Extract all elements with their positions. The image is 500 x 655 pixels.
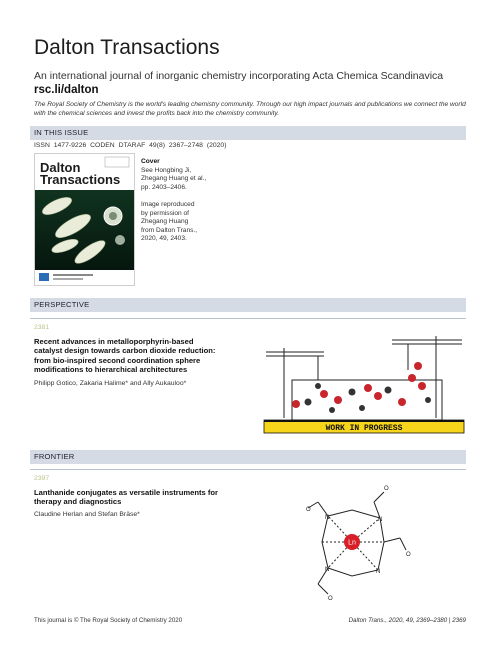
- in-this-issue-header: [30, 126, 466, 140]
- article-title[interactable]: [34, 337, 215, 375]
- cover-caption-line: by permission of: [141, 209, 190, 217]
- perspective-figure: [262, 330, 466, 434]
- cover-caption-line: Image reproduced: [141, 200, 195, 208]
- cover-caption-line: Zhegang Huang et al.,: [141, 175, 207, 183]
- article-title[interactable]: [34, 488, 218, 507]
- svg-text:N: N: [325, 515, 330, 521]
- in-this-issue-label: IN THIS ISSUE: [34, 128, 89, 137]
- article-title-line: modifications to hierarchical architectures: [34, 365, 188, 375]
- svg-text:N: N: [378, 517, 383, 523]
- cover-caption: [141, 158, 206, 244]
- section-divider: [30, 469, 466, 470]
- article-title-line: Recent advances in metalloporphyrin-based: [34, 337, 194, 346]
- article-authors: Claudine Herlan and Stefan Bräse*: [34, 511, 140, 518]
- page-number: 2381: [34, 324, 50, 331]
- journal-url[interactable]: rsc.li/dalton: [34, 84, 99, 96]
- cover-caption-label: Cover: [141, 158, 160, 165]
- footer-citation: Dalton Trans., 2020, 49, 2369–2380 | 2369: [348, 617, 466, 624]
- article-title-line: Lanthanide conjugates as versatile instruments for: [34, 488, 218, 497]
- svg-text:N: N: [376, 569, 381, 575]
- frontier-figure: [292, 478, 420, 606]
- svg-text:O: O: [406, 552, 411, 558]
- journal-subtitle: An international journal of inorganic chemistry incorporating Acta Chemica Scandinavica: [34, 70, 444, 82]
- cover-caption-line: pp. 2403–2406.: [141, 183, 187, 191]
- svg-text:N: N: [325, 567, 330, 573]
- perspective-header: [30, 298, 466, 312]
- article-authors: Philipp Gotico, Zakaria Halime* and Ally Aukauloo*: [34, 380, 187, 387]
- cover-artwork: [35, 154, 134, 285]
- svg-text:O: O: [328, 596, 333, 602]
- article-title-line: catalyst design towards carbon dioxide reduction:: [34, 346, 216, 356]
- svg-text:O: O: [306, 507, 311, 513]
- article-title-line: from bio-inspired second coordination sphere: [34, 355, 201, 365]
- section-divider: [30, 318, 466, 319]
- section-label: PERSPECTIVE: [34, 300, 90, 309]
- article-title-line: therapy and diagnostics: [34, 497, 122, 507]
- cover-caption-line: 2020, 49, 2403.: [141, 235, 187, 243]
- issn-line: ISSN 1477-9226 CODEN DTARAF 49(8) 2367–2748 (2020): [34, 142, 227, 149]
- footer-copyright: This journal is © The Royal Society of Chemistry 2020: [34, 617, 183, 624]
- work-in-progress-banner: WORK IN PROGRESS: [325, 424, 403, 433]
- svg-text:O: O: [384, 486, 389, 492]
- cover-caption-line: Zhegang Huang: [141, 218, 189, 226]
- cover-image-title-line: Transactions: [40, 172, 121, 187]
- cover-image-title-line: Dalton: [40, 160, 81, 175]
- journal-blurb: The Royal Society of Chemistry is the world's leading chemistry community. Through our high impact journals and publications we connect the world with the chemical sciences and invest the profits back into the chemistry community.: [34, 101, 466, 117]
- cover-caption-line: See Hongbing Ji,: [141, 166, 192, 174]
- lanthanide-label: Ln: [348, 539, 356, 547]
- cover-caption-line: [141, 192, 206, 201]
- cover-image[interactable]: [34, 153, 135, 286]
- page-number: 2397: [34, 475, 50, 482]
- cover-caption-line: from Dalton Trans.,: [141, 226, 198, 234]
- section-label: FRONTIER: [34, 452, 75, 461]
- frontier-header: [30, 450, 466, 464]
- journal-title: Dalton Transactions: [34, 36, 220, 59]
